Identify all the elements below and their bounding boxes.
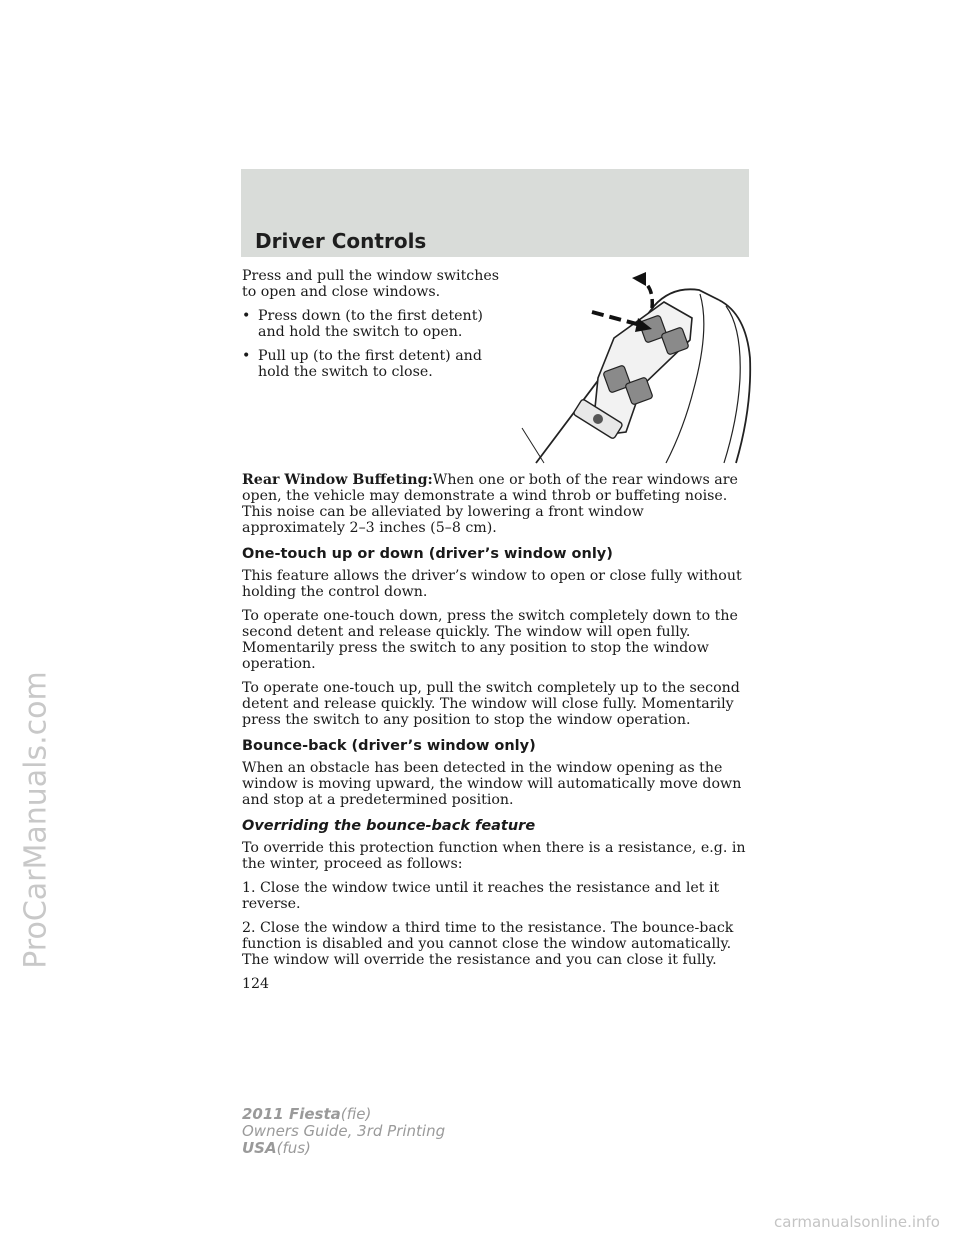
buffeting-lead: Rear Window Buffeting: bbox=[242, 472, 433, 488]
one-touch-paragraph: To operate one-touch up, pull the switch completely up to the second detent and release quickly. The window will close fully. Momentarily press the switch to any position to stop the window operation. bbox=[242, 680, 740, 728]
window-switch-panel-icon bbox=[514, 268, 754, 464]
override-paragraph: To override this protection function when there is a resistance, e.g. in the winter, proceed as follows: bbox=[242, 840, 746, 872]
footer-model: 2011 Fiesta bbox=[242, 1105, 341, 1123]
footer-guide: Owners Guide, 3rd Printing bbox=[242, 1122, 446, 1140]
window-switch-illustration bbox=[514, 268, 754, 464]
one-touch-paragraph: This feature allows the driver’s window to open or close fully without holding the control down. bbox=[242, 568, 742, 600]
footer-line-model bbox=[242, 1106, 445, 1123]
intro-row bbox=[242, 268, 750, 464]
side-watermark-text: ProCarManuals.com bbox=[18, 671, 54, 969]
bottom-watermark: carmanualsonline.info bbox=[774, 1213, 940, 1231]
bullet-item: • Pull up (to the first detent) and hold the switch to close. bbox=[242, 348, 508, 380]
footer-model-code: (fie) bbox=[340, 1105, 372, 1123]
bullet-item: • Press down (to the first detent) and hold the switch to open. bbox=[242, 308, 508, 340]
override-paragraph: 2. Close the window a third time to the resistance. The bounce-back function is disabled and you cannot close the window automatically. The window will override the resistance and you can close it fully. bbox=[242, 920, 734, 968]
override-paragraph: 1. Close the window twice until it reaches the resistance and let it reverse. bbox=[242, 880, 720, 912]
buffeting-text: When one or both of the rear windows are open, the vehicle may demonstrate a wind throb or buffeting noise. This noise can be alleviated by lowering a front window approximately 2–3 inches (5–8 cm). bbox=[242, 472, 738, 536]
footer-line-market bbox=[242, 1140, 445, 1157]
footer-market-code: (fus) bbox=[276, 1139, 311, 1157]
buffeting-paragraph bbox=[242, 472, 750, 536]
one-touch-heading: One-touch up or down (driver’s window only) bbox=[242, 546, 613, 562]
one-touch-paragraph: To operate one-touch down, press the switch completely down to the second detent and release quickly. The window will open fully. Momentarily press the switch to any position to stop the window operation. bbox=[242, 608, 738, 672]
intro-paragraph: Press and pull the window switches to open and close windows. bbox=[242, 268, 500, 300]
page-content bbox=[242, 268, 750, 992]
side-watermark bbox=[6, 500, 66, 1140]
section-title: Driver Controls bbox=[255, 229, 427, 253]
intro-bullets bbox=[242, 308, 508, 380]
intro-text bbox=[242, 268, 508, 464]
section-header bbox=[241, 169, 749, 257]
footer-market: USA bbox=[242, 1139, 277, 1157]
bounce-back-heading: Bounce-back (driver’s window only) bbox=[242, 738, 536, 754]
bounce-back-paragraph: When an obstacle has been detected in the window opening as the window is moving upward, the window will automatically move down and stop at a predetermined position. bbox=[242, 760, 742, 808]
override-heading: Overriding the bounce-back feature bbox=[242, 818, 536, 834]
page-number: 124 bbox=[242, 976, 270, 992]
footer bbox=[242, 1106, 445, 1157]
